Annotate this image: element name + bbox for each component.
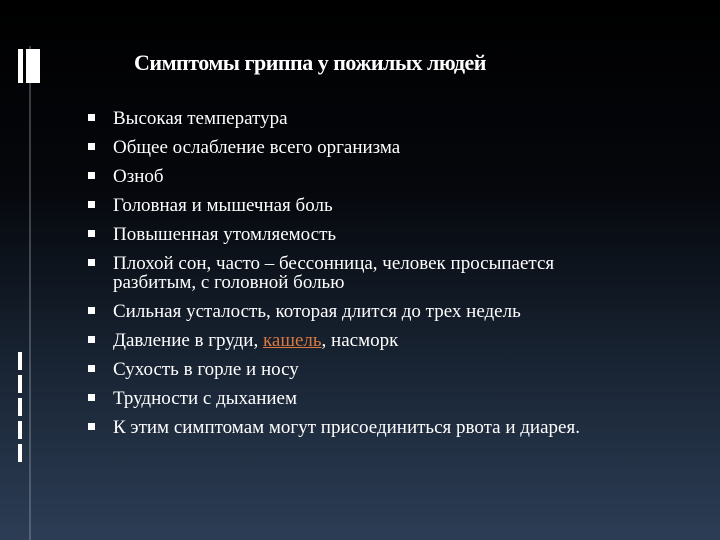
bullet-square-icon xyxy=(88,336,95,343)
list-item-text: Сильная усталость, которая длится до трех недель xyxy=(113,301,521,322)
list-item xyxy=(88,138,698,157)
list-item xyxy=(88,302,698,321)
list-item xyxy=(88,225,698,244)
list-item-text: Давление в груди, xyxy=(113,330,263,351)
list-item-text: Озноб xyxy=(113,166,164,187)
list-item xyxy=(88,360,698,379)
bullet-square-icon xyxy=(88,394,95,401)
decorative-bar xyxy=(18,444,22,462)
list-item-text: Высокая температура xyxy=(113,108,288,129)
list-item xyxy=(88,389,698,408)
list-item-text-continued: разбитым, с головной болью xyxy=(113,272,345,293)
list-item-text: Повышенная утомляемость xyxy=(113,224,337,245)
list-item xyxy=(88,167,698,186)
decorative-bar xyxy=(18,352,22,370)
bullet-square-icon xyxy=(88,230,95,237)
bullet-square-icon xyxy=(88,172,95,179)
list-item xyxy=(88,331,698,350)
bullet-square-icon xyxy=(88,365,95,372)
list-item-text: Головная и мышечная боль xyxy=(113,195,333,216)
bullet-square-icon xyxy=(88,143,95,150)
list-item-text: К этим симптомам могут присоединиться рвота и диарея. xyxy=(113,417,580,438)
slide-title: Симптомы гриппа у пожилых людей xyxy=(134,50,486,75)
list-item-text: Сухость в горле и носу xyxy=(113,359,299,380)
list-item xyxy=(88,196,698,215)
decorative-bar xyxy=(18,375,22,393)
symptom-list xyxy=(88,109,698,447)
list-item-text: Трудности с дыханием xyxy=(113,388,297,409)
bullet-square-icon xyxy=(88,423,95,430)
list-item-text-suffix: , насморк xyxy=(321,330,399,351)
cough-link[interactable]: кашель xyxy=(262,330,322,351)
decorative-bar xyxy=(26,49,40,83)
decorative-bar xyxy=(18,421,22,439)
list-item xyxy=(88,109,698,128)
decorative-bar xyxy=(18,398,22,416)
decorative-vertical-line xyxy=(29,46,31,540)
bullet-square-icon xyxy=(88,114,95,121)
list-item xyxy=(88,418,698,437)
decorative-bar xyxy=(18,49,23,83)
bullet-square-icon xyxy=(88,307,95,314)
bullet-square-icon xyxy=(88,259,95,266)
bullet-square-icon xyxy=(88,201,95,208)
list-item xyxy=(88,254,698,292)
list-item-text: Общее ослабление всего организма xyxy=(113,137,401,158)
list-item-text: Плохой сон, часто – бессонница, человек просыпается xyxy=(113,253,555,274)
